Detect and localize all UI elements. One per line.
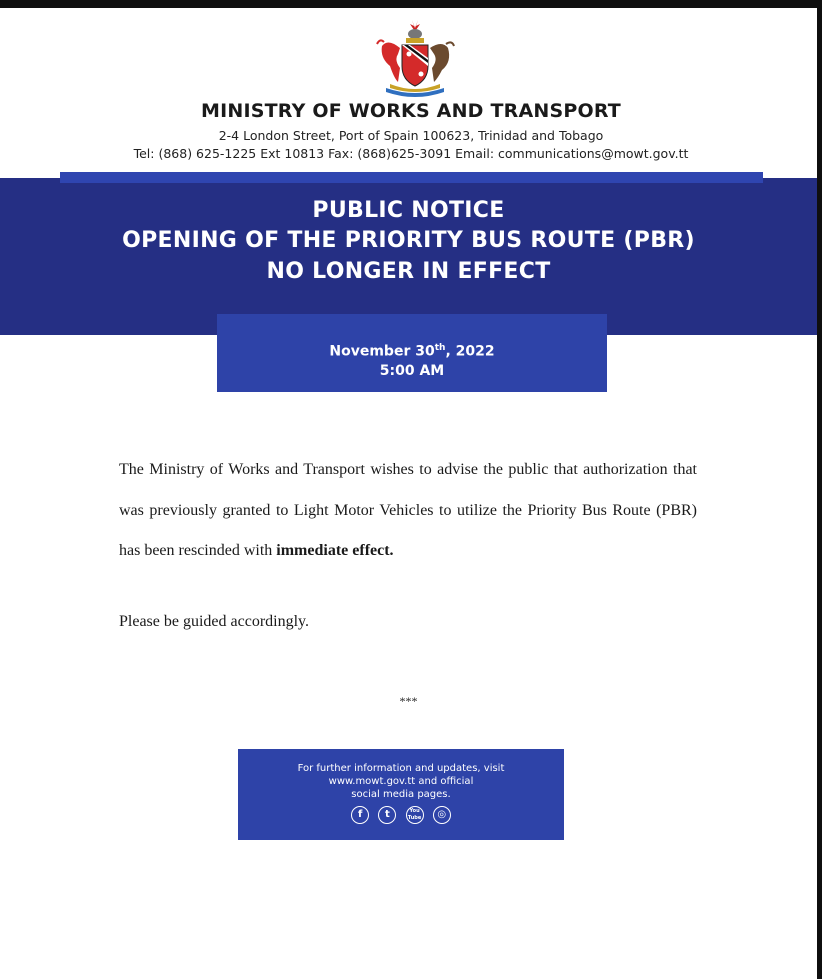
- separator: ***: [399, 694, 418, 708]
- info-line-1: For further information and updates, visit: [297, 763, 505, 774]
- closing-paragraph: Please be guided accordingly.: [119, 613, 310, 630]
- notice-date: November 30th, 2022: [329, 343, 495, 360]
- notice-page: [0, 8, 817, 979]
- info-box: [238, 749, 564, 840]
- accent-bar: [60, 172, 763, 183]
- ministry-contact: Tel: (868) 625-1225 Ext 10813 Fax: (868)625-3091 Email: communications@mowt.gov.tt: [133, 146, 689, 161]
- social-icons: [238, 806, 564, 824]
- ministry-title: MINISTRY OF WORKS AND TRANSPORT: [201, 100, 621, 122]
- notice-time: 5:00 AM: [379, 363, 445, 379]
- notice-subheading: OPENING OF THE PRIORITY BUS ROUTE (PBR): [122, 228, 695, 253]
- facebook-icon[interactable]: f: [351, 806, 369, 824]
- ministry-address: 2-4 London Street, Port of Spain 100623, Trinidad and Tobago: [218, 128, 604, 143]
- date-box: [217, 314, 607, 392]
- notice-paragraph: The Ministry of Works and Transport wishes to advise the public that authorization that was previously granted to Light Motor Vehicles to utilize the Priority Bus Route (PBR) has been rescinded with immediate effect.: [119, 461, 697, 559]
- coat-of-arms-logo: [372, 18, 458, 102]
- instagram-icon[interactable]: ◎: [433, 806, 451, 824]
- info-line-2: www.mowt.gov.tt and official: [328, 776, 474, 787]
- youtube-icon[interactable]: You Tube: [406, 806, 424, 824]
- twitter-icon[interactable]: t: [378, 806, 396, 824]
- info-line-3: social media pages.: [351, 789, 451, 800]
- notice-subheading-2: NO LONGER IN EFFECT: [266, 259, 551, 284]
- notice-heading: PUBLIC NOTICE: [312, 198, 505, 223]
- emphasis-text: immediate effect.: [276, 542, 394, 559]
